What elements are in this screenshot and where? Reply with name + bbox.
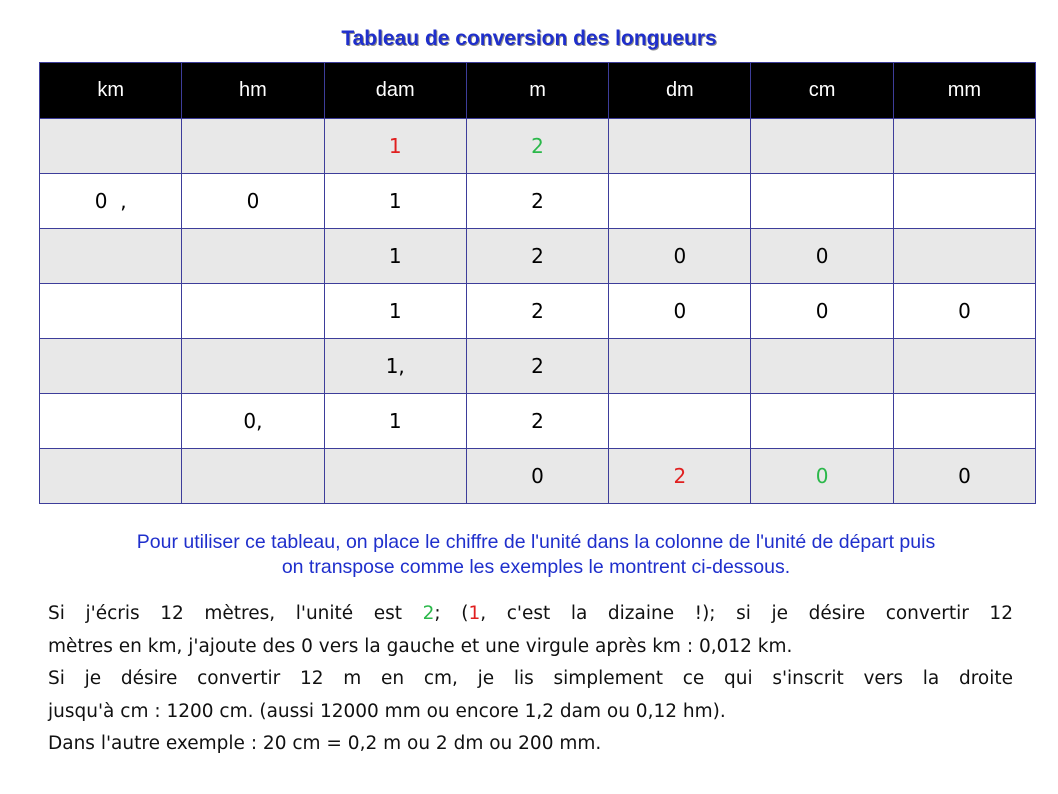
- explanation-line-2: mètres en km, j'ajoute des 0 vers la gauche et une virgule après km : 0,012 km.: [48, 635, 793, 657]
- ten-digit-highlight: 1: [468, 603, 481, 624]
- unit-digit-highlight: 2: [422, 603, 435, 624]
- table-cell-km: [40, 449, 182, 504]
- table-cell-dm: 0: [609, 284, 751, 339]
- table-cell-hm: 0,: [182, 394, 324, 449]
- usage-instructions: [36, 530, 1036, 580]
- table-cell-km: [40, 284, 182, 339]
- table-cell-dam: 1: [324, 119, 466, 174]
- table-cell-dam: 1: [324, 229, 466, 284]
- table-cell-mm: [893, 339, 1035, 394]
- header-mm: mm: [893, 63, 1035, 119]
- table-cell-hm: [182, 119, 324, 174]
- table-row: [40, 394, 1036, 449]
- table-cell-cm: [751, 394, 893, 449]
- table-cell-cm: 0: [751, 229, 893, 284]
- header-km: km: [40, 63, 182, 119]
- header-dm: dm: [609, 63, 751, 119]
- table-row: [40, 284, 1036, 339]
- instructions-line-2: on transpose comme les exemples le montrent ci-dessous.: [281, 556, 791, 578]
- table-cell-m: 2: [466, 394, 608, 449]
- table-cell-dam: 1: [324, 284, 466, 339]
- table-cell-cm: [751, 339, 893, 394]
- table-cell-m: 2: [466, 174, 608, 229]
- table-cell-km: [40, 394, 182, 449]
- table-cell-dm: [609, 119, 751, 174]
- table-cell-mm: 0: [893, 449, 1035, 504]
- table-cell-km: [40, 339, 182, 394]
- table-cell-dm: [609, 174, 751, 229]
- table-cell-mm: 0: [893, 284, 1035, 339]
- table-row: [40, 174, 1036, 229]
- table-cell-km: 0 ,: [40, 174, 182, 229]
- instructions-line-1: Pour utiliser ce tableau, on place le chiffre de l'unité dans la colonne de l'unité de départ puis: [136, 531, 936, 553]
- explanation-text-part: ; (: [434, 603, 469, 624]
- table-cell-m: 0: [466, 449, 608, 504]
- table-header-row: [40, 63, 1036, 119]
- table-cell-hm: [182, 284, 324, 339]
- table-cell-m: 2: [466, 339, 608, 394]
- table-row: [40, 339, 1036, 394]
- explanation-text-part: , c'est la dizaine !); si je désire convertir 12: [480, 603, 1013, 624]
- explanation-line-1: [48, 598, 1013, 631]
- table-cell-cm: 0: [751, 449, 893, 504]
- table-cell-m: 2: [466, 119, 608, 174]
- table-cell-dm: 2: [609, 449, 751, 504]
- table-cell-mm: [893, 229, 1035, 284]
- table-cell-mm: [893, 174, 1035, 229]
- table-cell-hm: 0: [182, 174, 324, 229]
- table-cell-dm: [609, 339, 751, 394]
- explanation-line-4: jusqu'à cm : 1200 cm. (aussi 12000 mm ou encore 1,2 dam ou 0,12 hm).: [48, 700, 726, 722]
- table-cell-km: [40, 229, 182, 284]
- conversion-table: [39, 62, 1036, 504]
- table-row: [40, 119, 1036, 174]
- explanation-text-part: Si j'écris 12 mètres, l'unité est: [48, 603, 423, 624]
- table-cell-dam: 1,: [324, 339, 466, 394]
- table-row: [40, 449, 1036, 504]
- table-cell-m: 2: [466, 229, 608, 284]
- table-cell-m: 2: [466, 284, 608, 339]
- table-cell-dam: 1: [324, 174, 466, 229]
- table-cell-cm: [751, 119, 893, 174]
- table-cell-hm: [182, 449, 324, 504]
- header-dam: dam: [324, 63, 466, 119]
- table-cell-mm: [893, 119, 1035, 174]
- explanation-line-5: Dans l'autre exemple : 20 cm = 0,2 m ou 2 dm ou 200 mm.: [48, 733, 602, 754]
- table-cell-dam: [324, 449, 466, 504]
- table-cell-cm: 0: [751, 284, 893, 339]
- table-cell-hm: [182, 229, 324, 284]
- header-m: m: [466, 63, 608, 119]
- table-cell-dm: 0: [609, 229, 751, 284]
- table-cell-dm: [609, 394, 751, 449]
- table-cell-dam: 1: [324, 394, 466, 449]
- table-cell-mm: [893, 394, 1035, 449]
- table-row: [40, 229, 1036, 284]
- header-cm: cm: [751, 63, 893, 119]
- explanation-text: [48, 598, 1013, 761]
- table-cell-hm: [182, 339, 324, 394]
- header-hm: hm: [182, 63, 324, 119]
- explanation-line-3: Si je désire convertir 12 m en cm, je lis simplement ce qui s'inscrit vers la droite: [48, 668, 1013, 689]
- table-cell-cm: [751, 174, 893, 229]
- page-title: Tableau de conversion des longueurs: [341, 27, 717, 50]
- table-cell-km: [40, 119, 182, 174]
